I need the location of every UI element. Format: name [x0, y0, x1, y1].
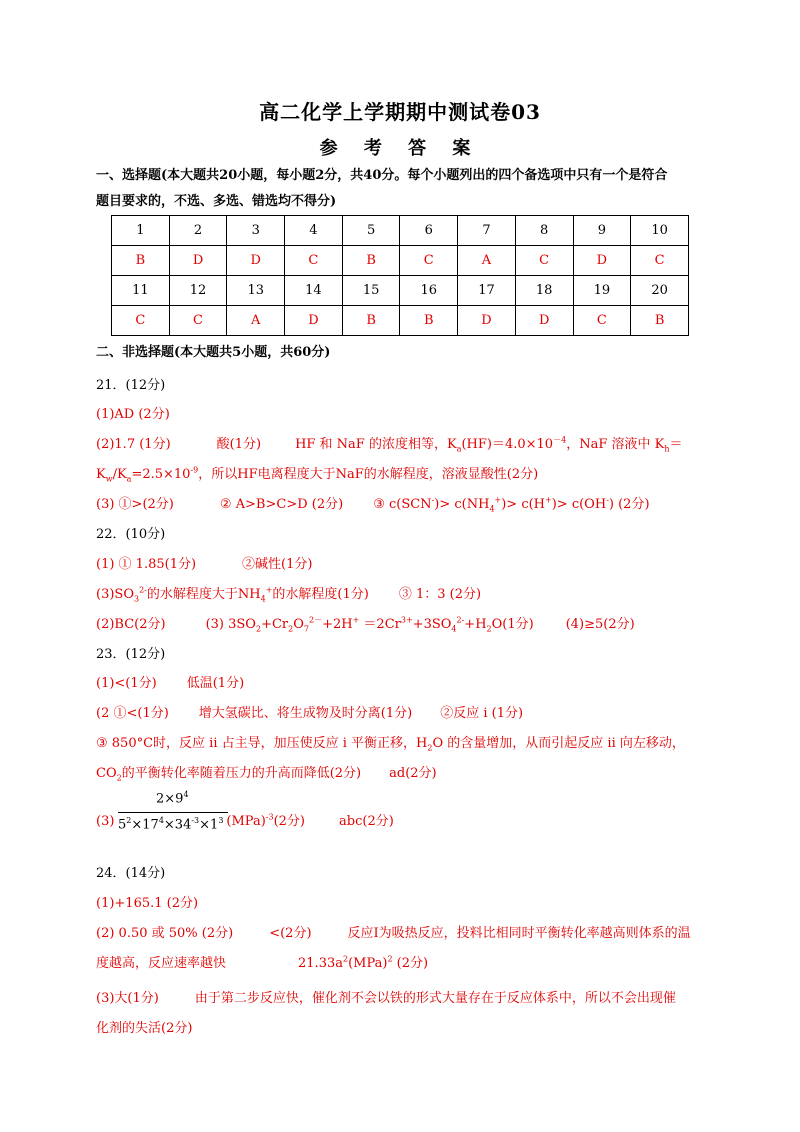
text: 反应Ⅰ为吸热反应，投料比相同时平衡转化率越高则体系的温: [347, 926, 691, 941]
text: (MPa): [226, 814, 266, 829]
table-cell: 9: [573, 216, 631, 246]
answer-cell: C: [515, 246, 573, 276]
table-cell: 7: [458, 216, 516, 246]
table-row: [112, 216, 689, 246]
text: 3: [133, 594, 140, 604]
answer-cell: C: [573, 306, 631, 336]
text: +: [545, 495, 552, 505]
text: )> c(NH: [434, 497, 490, 512]
text: +2H: [322, 617, 353, 632]
text: (MPa): [348, 956, 388, 971]
page-subtitle: 参 考 答 案: [319, 138, 481, 159]
text: 由于第二步反应快，催化剂不会以铁的形式大量存在于反应体系中，所以不会出现催: [194, 991, 676, 1006]
text: <(2分): [269, 926, 312, 941]
text: 3: [218, 816, 224, 825]
text: ③ 850°C时，反应 ii 占主导，加压使反应 i 平衡正移，H: [96, 736, 428, 751]
table-cell: 20: [631, 276, 689, 306]
text: ＝: [669, 437, 683, 452]
q21-answer-2-cont: [96, 463, 736, 484]
q21-answer-3: [96, 493, 736, 514]
answer-cell: C: [169, 306, 227, 336]
text: w: [105, 474, 113, 484]
text: a: [126, 474, 132, 484]
text: 酸(1分): [216, 437, 262, 452]
q24-heading: 24．(14分): [96, 866, 166, 881]
table-cell: 3: [227, 216, 285, 246]
text: (2)BC(2分): [96, 617, 166, 632]
text: ×1: [199, 817, 219, 833]
table-cell: 8: [515, 216, 573, 246]
text: (2) 0.50 或 50% (2分): [96, 926, 234, 941]
text: 4: [451, 624, 457, 634]
text: (HF)＝4.0×10: [461, 437, 554, 452]
fraction-numerator: [156, 790, 189, 806]
answer-cell: D: [169, 246, 227, 276]
q21-answer-2: [96, 433, 736, 454]
q23-answer-2: [96, 702, 736, 721]
text: 的水解程度大于NH: [146, 587, 261, 602]
text: 4: [158, 816, 164, 825]
table-cell: 5: [342, 216, 400, 246]
text: )> c(H: [501, 497, 546, 512]
q23-answer-2-end: [96, 762, 736, 783]
text: 3+: [400, 615, 413, 625]
text: ②反应 i (1分): [440, 706, 524, 721]
text: -9: [190, 465, 199, 475]
answer-cell: C: [112, 306, 170, 336]
table-row: [112, 306, 689, 336]
text: ) (2分): [608, 497, 650, 512]
answer-cell: C: [400, 246, 458, 276]
text: )> c(OH: [551, 497, 607, 512]
text: h: [664, 444, 670, 454]
table-cell: 2: [169, 216, 227, 246]
table-cell: 1: [112, 216, 170, 246]
text: 7: [303, 624, 309, 634]
text: 2: [255, 624, 262, 634]
q24-answer-2: [96, 922, 736, 941]
table-row: [112, 276, 689, 306]
text: (2)1.7 (1分): [96, 437, 171, 452]
answer-cell: B: [631, 306, 689, 336]
text: O: [293, 617, 304, 632]
text: 2: [342, 954, 349, 964]
q23-answer-1: [96, 672, 736, 691]
table-cell: 18: [515, 276, 573, 306]
q24-answer-3-cont: 化剂的失活(2分): [96, 1021, 193, 1036]
text: +3SO: [412, 617, 452, 632]
text: O 的含量增加，从而引起反应 ii 向左移动，: [432, 736, 685, 751]
text: 4: [183, 790, 189, 799]
answer-cell: D: [573, 246, 631, 276]
q22-answer-3: [96, 613, 736, 634]
text: 2－: [308, 615, 323, 625]
q23-answer-3: [96, 810, 736, 829]
text: a: [456, 444, 462, 454]
text: 的平衡转化率随着压力的升高而降低(2分): [121, 766, 362, 781]
text: (2分): [392, 956, 429, 971]
table-cell: 12: [169, 276, 227, 306]
text: 2: [288, 624, 294, 634]
q24-answer-3: [96, 987, 736, 1006]
text: (2分): [273, 814, 306, 829]
text: (3) 3SO: [205, 617, 256, 632]
text: 21.33a: [298, 956, 343, 971]
text: -3: [265, 812, 274, 822]
text: HF 和 NaF 的浓度相等，K: [295, 437, 457, 452]
text: 增大氢碳比、将生成物及时分离(1分): [198, 706, 413, 721]
part1-heading-line1: 一、选择题(本大题共20小题，每小题2分，共40分。每个小题列出的四个备选项中只有一个是符合: [96, 168, 668, 183]
q21-answer-1: (1)AD (2分): [96, 407, 170, 422]
text: (3)大(1分): [96, 991, 159, 1006]
text: =2.5×10: [131, 467, 191, 482]
answer-cell: D: [227, 246, 285, 276]
text: 5: [118, 817, 127, 833]
text: (3) ①>(2分): [96, 497, 174, 512]
q22-answer-1: [96, 553, 736, 572]
text: 2: [116, 773, 122, 783]
answer-cell: B: [400, 306, 458, 336]
text: ② A>B>C>D (2分): [219, 497, 344, 512]
table-cell: 4: [285, 216, 343, 246]
table-cell: 19: [573, 276, 631, 306]
answer-cell: B: [342, 246, 400, 276]
text: +: [352, 615, 360, 625]
text: ＝2Cr: [359, 617, 401, 632]
text: (2 ①<(1分): [96, 706, 169, 721]
text: +Cr: [261, 617, 289, 632]
answer-cell: C: [285, 246, 343, 276]
text: 2: [486, 624, 492, 634]
part1-heading: [96, 163, 736, 215]
text: ③ 1：3 (2分): [398, 587, 482, 602]
answer-cell: D: [285, 306, 343, 336]
answer-cell: C: [631, 246, 689, 276]
q24-answer-2-cont: [96, 952, 736, 971]
text: ，所以HF电离程度大于NaF的水解程度，溶液显酸性(2分): [198, 467, 539, 482]
text: ，NaF 溶液中 K: [566, 437, 665, 452]
table-cell: 10: [631, 216, 689, 246]
answer-cell: B: [112, 246, 170, 276]
text: 2-: [139, 585, 147, 595]
table-cell: 13: [227, 276, 285, 306]
text: +: [494, 495, 502, 505]
text: 2: [427, 743, 433, 753]
text: 2: [387, 954, 393, 964]
text: (3)SO: [96, 587, 134, 602]
table-cell: 14: [285, 276, 343, 306]
part2-heading: 二、非选择题(本大题共5小题，共60分): [96, 345, 331, 360]
text: 的水解程度(1分): [272, 587, 369, 602]
q21-heading: 21．(12分): [96, 378, 166, 393]
answer-cell: A: [458, 246, 516, 276]
text: ②碱性(1分): [242, 557, 313, 572]
text: -: [606, 495, 609, 505]
text: 2×9: [156, 791, 184, 807]
text: －4: [553, 435, 567, 445]
text: CO: [96, 766, 117, 781]
page-title: 高二化学上学期期中测试卷03: [259, 100, 541, 124]
text: abc(2分): [339, 814, 394, 829]
text: 度越高，反应速率越快: [96, 956, 227, 971]
text: (3): [96, 814, 115, 829]
text: 2-: [456, 615, 465, 625]
answer-cell: B: [342, 306, 400, 336]
answer-table: [111, 215, 689, 336]
text: 2: [126, 816, 132, 825]
text: K: [96, 467, 106, 482]
part1-heading-line2: 题目要求的，不选、多选、错选均不得分): [96, 194, 337, 209]
answer-cell: D: [515, 306, 573, 336]
text: +H: [464, 617, 487, 632]
text: 4: [260, 594, 266, 604]
q22-answer-2: [96, 583, 736, 604]
q22-heading: 22．(10分): [96, 527, 166, 542]
text: ad(2分): [389, 766, 437, 781]
text: -: [431, 495, 435, 505]
text: (4)≥5(2分): [565, 617, 635, 632]
text: -3: [191, 816, 200, 825]
q23-answer-2-cont: [96, 732, 736, 753]
table-cell: 15: [342, 276, 400, 306]
text: 4: [489, 504, 495, 514]
text: ×17: [131, 817, 159, 833]
table-cell: 11: [112, 276, 170, 306]
text: ×34: [163, 817, 192, 833]
q24-answer-1: (1)+165.1 (2分): [96, 896, 199, 911]
answer-cell: D: [458, 306, 516, 336]
text: (1)<(1分): [96, 676, 157, 691]
table-cell: 16: [400, 276, 458, 306]
table-cell: 17: [458, 276, 516, 306]
q23-heading: 23．(12分): [96, 647, 166, 662]
text: +: [265, 585, 273, 595]
text: 低温(1分): [186, 676, 245, 691]
table-row: [112, 246, 689, 276]
answer-cell: A: [227, 306, 285, 336]
text: (1) ① 1.85(1分): [96, 557, 197, 572]
text: ③ c(SCN: [373, 497, 432, 512]
text: /K: [112, 467, 127, 482]
table-cell: 6: [400, 216, 458, 246]
text: O(1分): [491, 617, 534, 632]
